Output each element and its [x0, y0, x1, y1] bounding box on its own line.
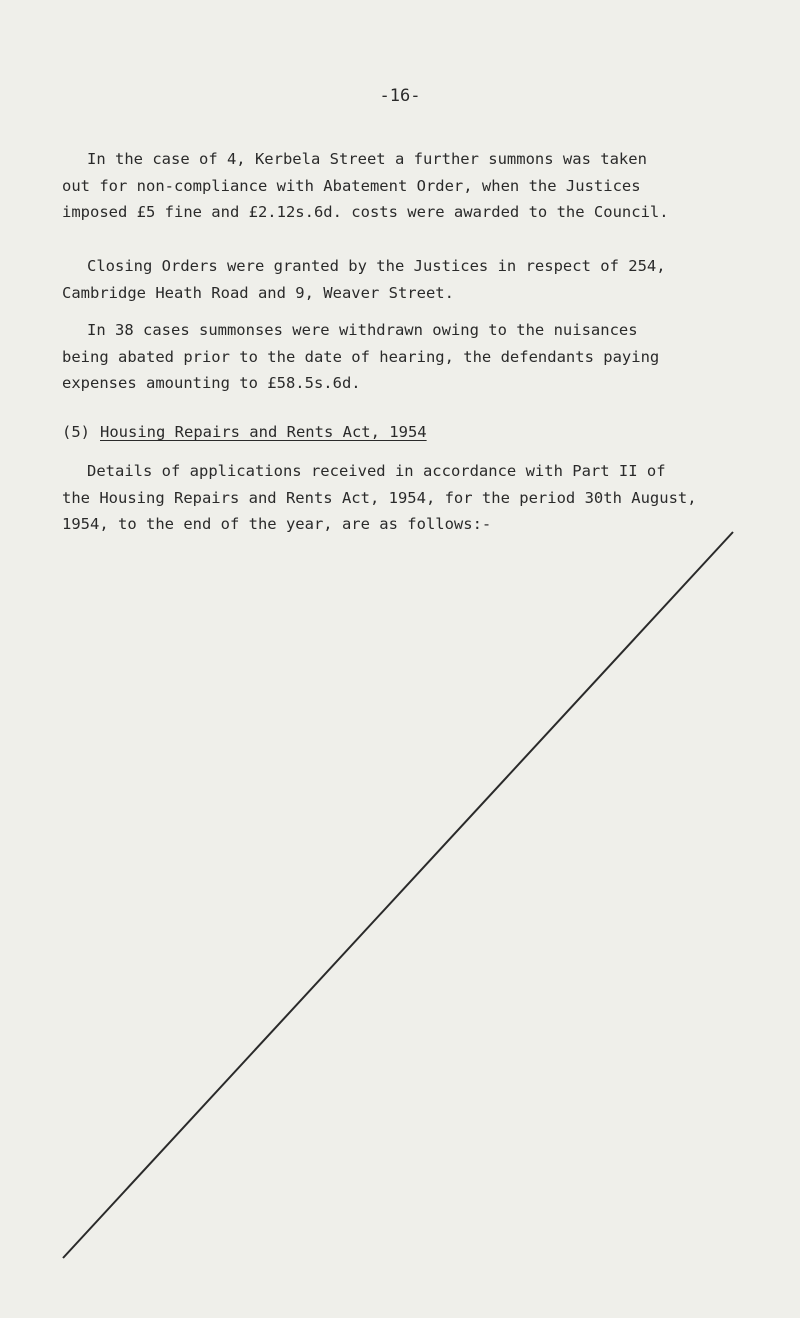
paragraph-line: Details of applications received in accordance with Part II of — [87, 462, 666, 480]
paragraph-line: imposed £5 fine and £2.12s.6d. costs were awarded to the Council. — [62, 203, 669, 221]
paragraph-line: Closing Orders were granted by the Justices in respect of 254, — [87, 257, 666, 275]
paragraph-line: 1954, to the end of the year, are as follows:- — [62, 515, 492, 533]
paragraph-line: out for non-compliance with Abatement Order, when the Justices — [62, 176, 641, 195]
paragraph-line: Cambridge Heath Road and 9, Weaver Street. — [62, 283, 454, 302]
section-title: Housing Repairs and Rents Act, 1954 — [100, 423, 427, 441]
paragraph-line: In the case of 4, Kerbela Street a further summons was taken — [87, 150, 647, 168]
paragraph-line: In 38 cases summonses were withdrawn owing to the nuisances — [87, 321, 638, 339]
paragraph-line: being abated prior to the date of hearing, the defendants paying — [62, 347, 660, 366]
page-number: -16- — [379, 86, 421, 106]
strike-line — [63, 532, 733, 1258]
section-number: (5) — [62, 423, 90, 441]
paragraph-line: expenses amounting to £58.5s.6d. — [62, 374, 361, 392]
paragraph-line: the Housing Repairs and Rents Act, 1954, for the period 30th August, — [62, 488, 697, 507]
